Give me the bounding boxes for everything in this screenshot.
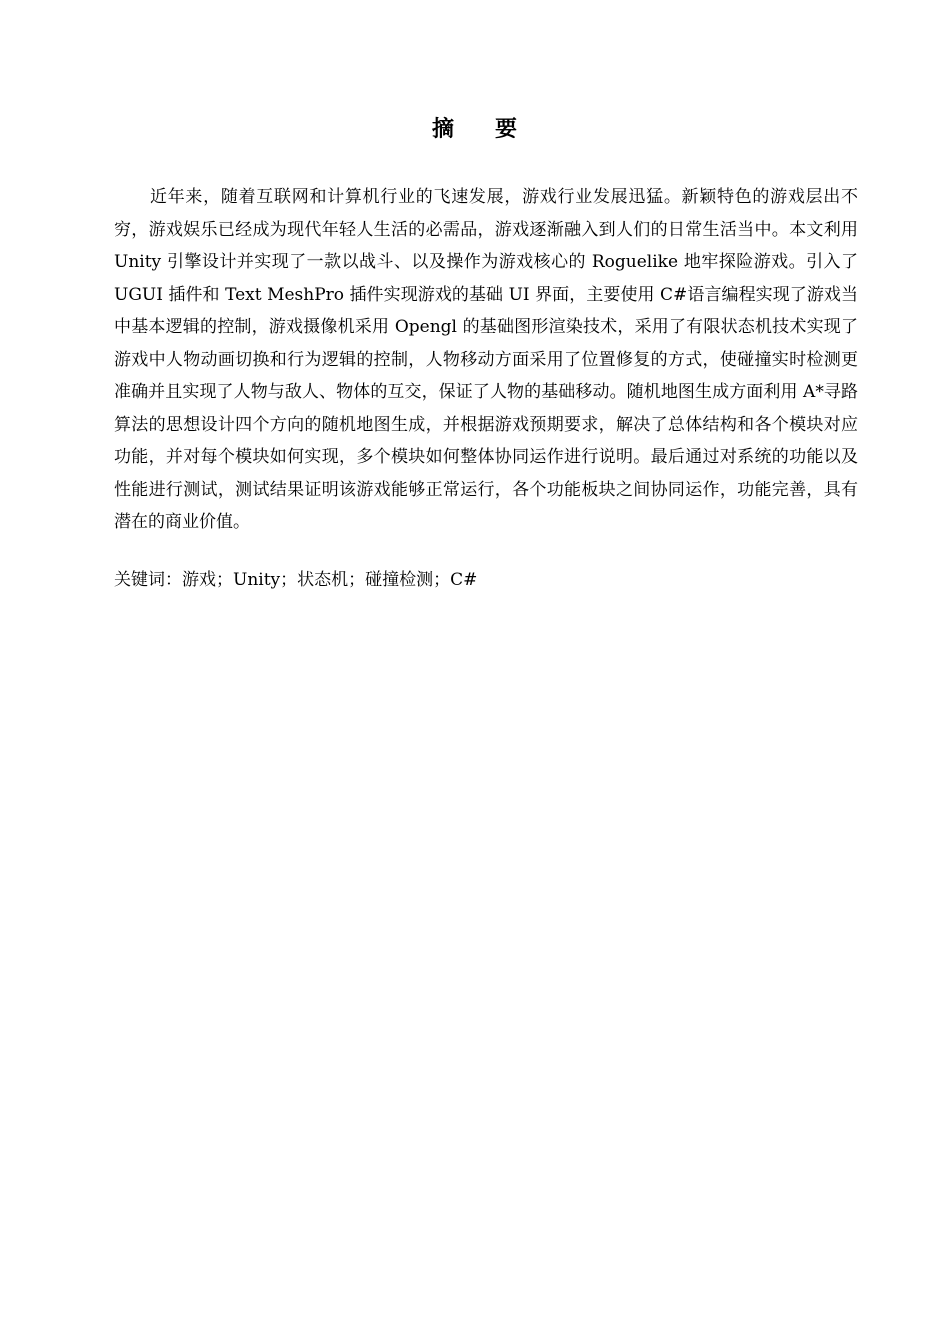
keywords-label: 关键词： (114, 570, 182, 590)
abstract-heading (0, 114, 950, 146)
heading-char-2: 要 (495, 117, 519, 142)
keywords-values: 游戏；Unity；状态机；碰撞检测；C# (182, 570, 478, 590)
abstract-body: 近年来，随着互联网和计算机行业的飞速发展，游戏行业发展迅猛。新颖特色的游戏层出不穷，游戏娱乐已经成为现代年轻人生活的必需品，游戏逐渐融入到人们的日常生活当中。本文利用 Unity 引擎设计并实现了一款以战斗、以及操作为游戏核心的 Roguelike 地牢探险游戏。引入了 UGUI 插件和 Text MeshPro 插件实现游戏的基础 UI 界面，主要使用 C#语言编程实现了游戏当中基本逻辑的控制，游戏摄像机采用 Opengl 的基础图形渲染技术，采用了有限状态机技术实现了游戏中人物动画切换和行为逻辑的控制，人物移动方面采用了位置修复的方式，使碰撞实时检测更准确并且实现了人物与敌人、物体的互交，保证了人物的基础移动。随机地图生成方面利用 A*寻路算法的思想设计四个方向的随机地图生成，并根据游戏预期要求，解决了总体结构和各个模块对应功能，并对每个模块如何实现，多个模块如何整体协同运作进行说明。最后通过对系统的功能以及性能进行测试，测试结果证明该游戏能够正常运行，各个功能板块之间协同运作，功能完善，具有潜在的商业价值。 (114, 187, 858, 532)
heading-char-1: 摘 (431, 117, 455, 142)
keywords-line (114, 566, 858, 594)
